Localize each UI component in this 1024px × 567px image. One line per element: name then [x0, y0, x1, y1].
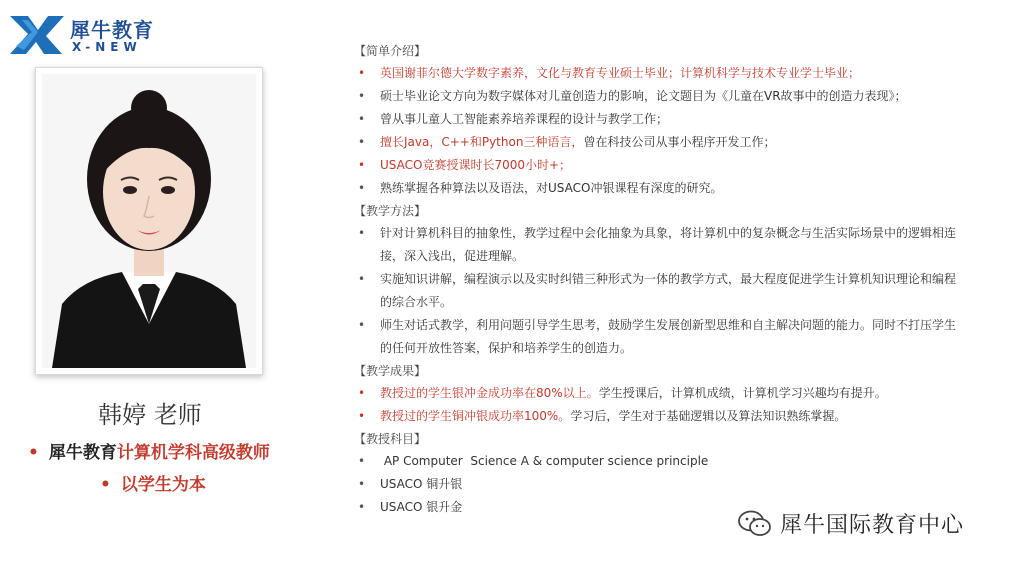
list-item: [354, 405, 964, 428]
org-name: 犀牛教育: [48, 443, 117, 463]
results-list: [354, 382, 964, 428]
profile-content: [354, 40, 964, 519]
list-item-highlight: 教授过的学生铜冲银成功率100%。: [380, 409, 571, 423]
list-item: • 实施知识讲解，编程演示以及实时纠错三种形式为一体的教学方式，最大程度促进学生计算机知识理论和编程的综合水平。: [354, 268, 964, 314]
list-item: • USACO竞赛授课时长7000小时+；: [354, 154, 964, 177]
list-item: • 熟练掌握各种算法以及语法，对USACO冲银课程有深度的研究。: [354, 177, 964, 200]
section-title-intro: 【简单介绍】: [354, 44, 427, 58]
brand-logo: [8, 10, 158, 60]
footer-text: 犀牛国际教育中心: [780, 513, 965, 538]
list-item-rest: 学习后，学生对于基础逻辑以及算法知识熟练掌握。: [570, 409, 847, 423]
teacher-photo-frame: [35, 67, 263, 375]
section-title-results: 【教学成果】: [354, 364, 427, 378]
section-title-subjects: 【教授科目】: [354, 432, 427, 446]
teacher-motto-line: [28, 469, 318, 501]
teacher-name: 韩婷 老师: [98, 401, 202, 429]
section-title-method: 【教学方法】: [354, 204, 427, 218]
list-item: • 曾从事儿童人工智能素养培养课程的设计与教学工作；: [354, 108, 964, 131]
list-item: [354, 382, 964, 405]
teacher-photo: [42, 74, 256, 368]
bullet-icon: •: [100, 475, 111, 495]
footer-brand: [738, 508, 964, 539]
list-item-highlight: 擅长Java，C++和Python三种语言，: [380, 135, 584, 149]
intro-list: [354, 62, 964, 200]
wechat-icon: [738, 510, 772, 538]
teacher-title: 计算机学科高级教师: [116, 443, 270, 463]
portrait-illustration: [42, 74, 256, 368]
list-item: • AP Computer Science A & computer science principle: [354, 450, 964, 473]
teacher-motto: 以学生为本: [120, 475, 206, 495]
bullet-icon: •: [28, 443, 39, 463]
list-item: • USACO 铜升银: [354, 473, 964, 496]
list-item: • 师生对话式教学，利用问题引导学生思考，鼓励学生发展创新型思维和自主解决问题的能力。同时不打压学生的任何开放性答案，保护和培养学生的创造力。: [354, 314, 964, 360]
list-item-rest: 学生授课后，计算机成绩，计算机学习兴趣均有提升。: [598, 386, 887, 400]
list-item-highlight: 教授过的学生银冲金成功率在80%以上。: [380, 386, 599, 400]
list-item: • 硕士毕业论文方向为数字媒体对儿童创造力的影响，论文题目为《儿童在VR故事中的创造力表现》；: [354, 85, 964, 108]
method-list: [354, 222, 964, 360]
list-item: • USACO 银升金: [354, 496, 964, 519]
x-new-logo-icon: [8, 12, 66, 56]
list-item-rest: 曾在科技公司从事小程序开发工作；: [583, 135, 776, 149]
list-item: [354, 131, 964, 154]
brand-name-en: X-NEW: [72, 40, 142, 54]
list-item: • 针对计算机科目的抽象性，教学过程中会化抽象为具象，将计算机中的复杂概念与生活实际场景中的逻辑相连接，深入浅出，促进理解。: [354, 222, 964, 268]
teacher-title-line: [28, 437, 318, 469]
brand-name-cn: 犀牛教育: [70, 18, 154, 42]
teacher-tags: [28, 437, 318, 501]
list-item: • 英国谢菲尔德大学数字素养，文化与教育专业硕士毕业；计算机科学与技术专业学士毕业；: [354, 62, 964, 85]
